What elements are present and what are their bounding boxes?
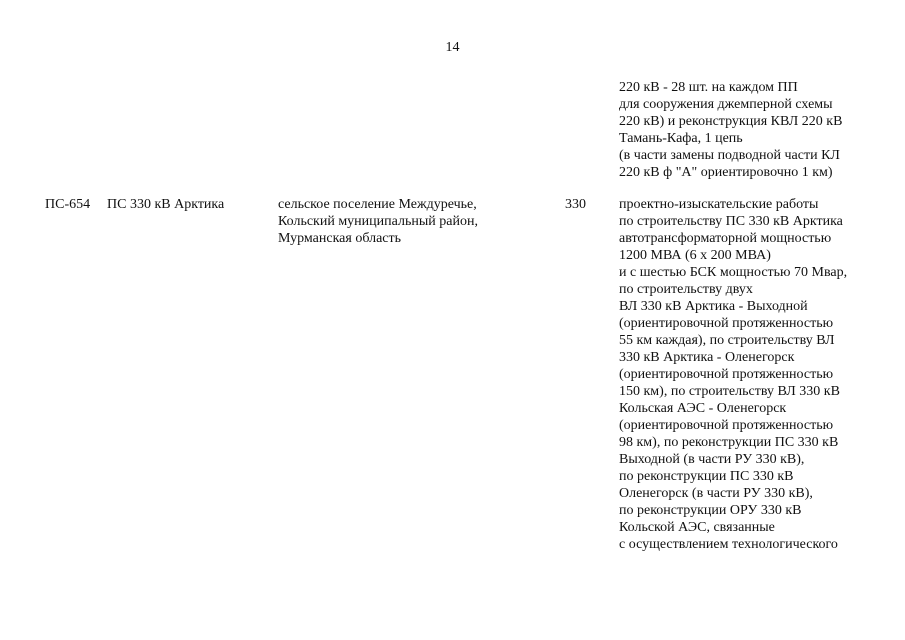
desc-line: 220 кВ - 28 шт. на каждом ПП (619, 80, 798, 95)
desc-line: (в части замены подводной части КЛ (619, 148, 840, 163)
row-description (619, 196, 847, 553)
desc-line: автотрансформаторной мощностью (619, 231, 832, 246)
continuation-description (619, 79, 842, 181)
desc-line: с осуществлением технологического (619, 537, 838, 552)
row-location (278, 196, 478, 247)
desc-line: 220 кВ ф "А" ориентировочно 1 км) (619, 165, 833, 180)
row-voltage: 330 (565, 197, 586, 212)
desc-line: по реконструкции ОРУ 330 кВ (619, 503, 802, 518)
desc-line: 220 кВ) и реконструкция КВЛ 220 кВ (619, 114, 843, 129)
location-line: сельское поселение Междуречье, (278, 197, 477, 212)
desc-line: и с шестью БСК мощностью 70 Мвар, (619, 265, 848, 280)
desc-line: Тамань-Кафа, 1 цепь (619, 131, 743, 146)
desc-line: для сооружения джемперной схемы (619, 97, 833, 112)
desc-line: 55 км каждая), по строительству ВЛ (619, 333, 835, 348)
row-code: ПС-654 (45, 197, 91, 212)
desc-line: проектно-изыскательские работы (619, 197, 819, 212)
desc-line: Кольской АЭС, связанные (619, 520, 775, 535)
desc-line: (ориентировочной протяженностью (619, 367, 834, 382)
desc-line: 150 км), по строительству ВЛ 330 кВ (619, 384, 840, 399)
location-line: Мурманская область (278, 231, 402, 246)
desc-line: 330 кВ Арктика - Оленегорск (619, 350, 795, 365)
row-object-name: ПС 330 кВ Арктика (107, 197, 225, 212)
desc-line: Оленегорск (в части РУ 330 кВ), (619, 486, 813, 501)
page-number: 14 (445, 40, 460, 55)
desc-line: 98 км), по реконструкции ПС 330 кВ (619, 435, 839, 450)
desc-line: (ориентировочной протяженностью (619, 316, 834, 331)
desc-line: ВЛ 330 кВ Арктика - Выходной (619, 299, 808, 314)
desc-line: по реконструкции ПС 330 кВ (619, 469, 794, 484)
desc-line: 1200 МВА (6 x 200 МВА) (619, 248, 771, 263)
desc-line: Выходной (в части РУ 330 кВ), (619, 452, 805, 467)
location-line: Кольский муниципальный район, (278, 214, 478, 229)
desc-line: по строительству двух (619, 282, 753, 297)
desc-line: (ориентировочной протяженностью (619, 418, 834, 433)
desc-line: по строительству ПС 330 кВ Арктика (619, 214, 843, 229)
desc-line: Кольская АЭС - Оленегорск (619, 401, 787, 416)
